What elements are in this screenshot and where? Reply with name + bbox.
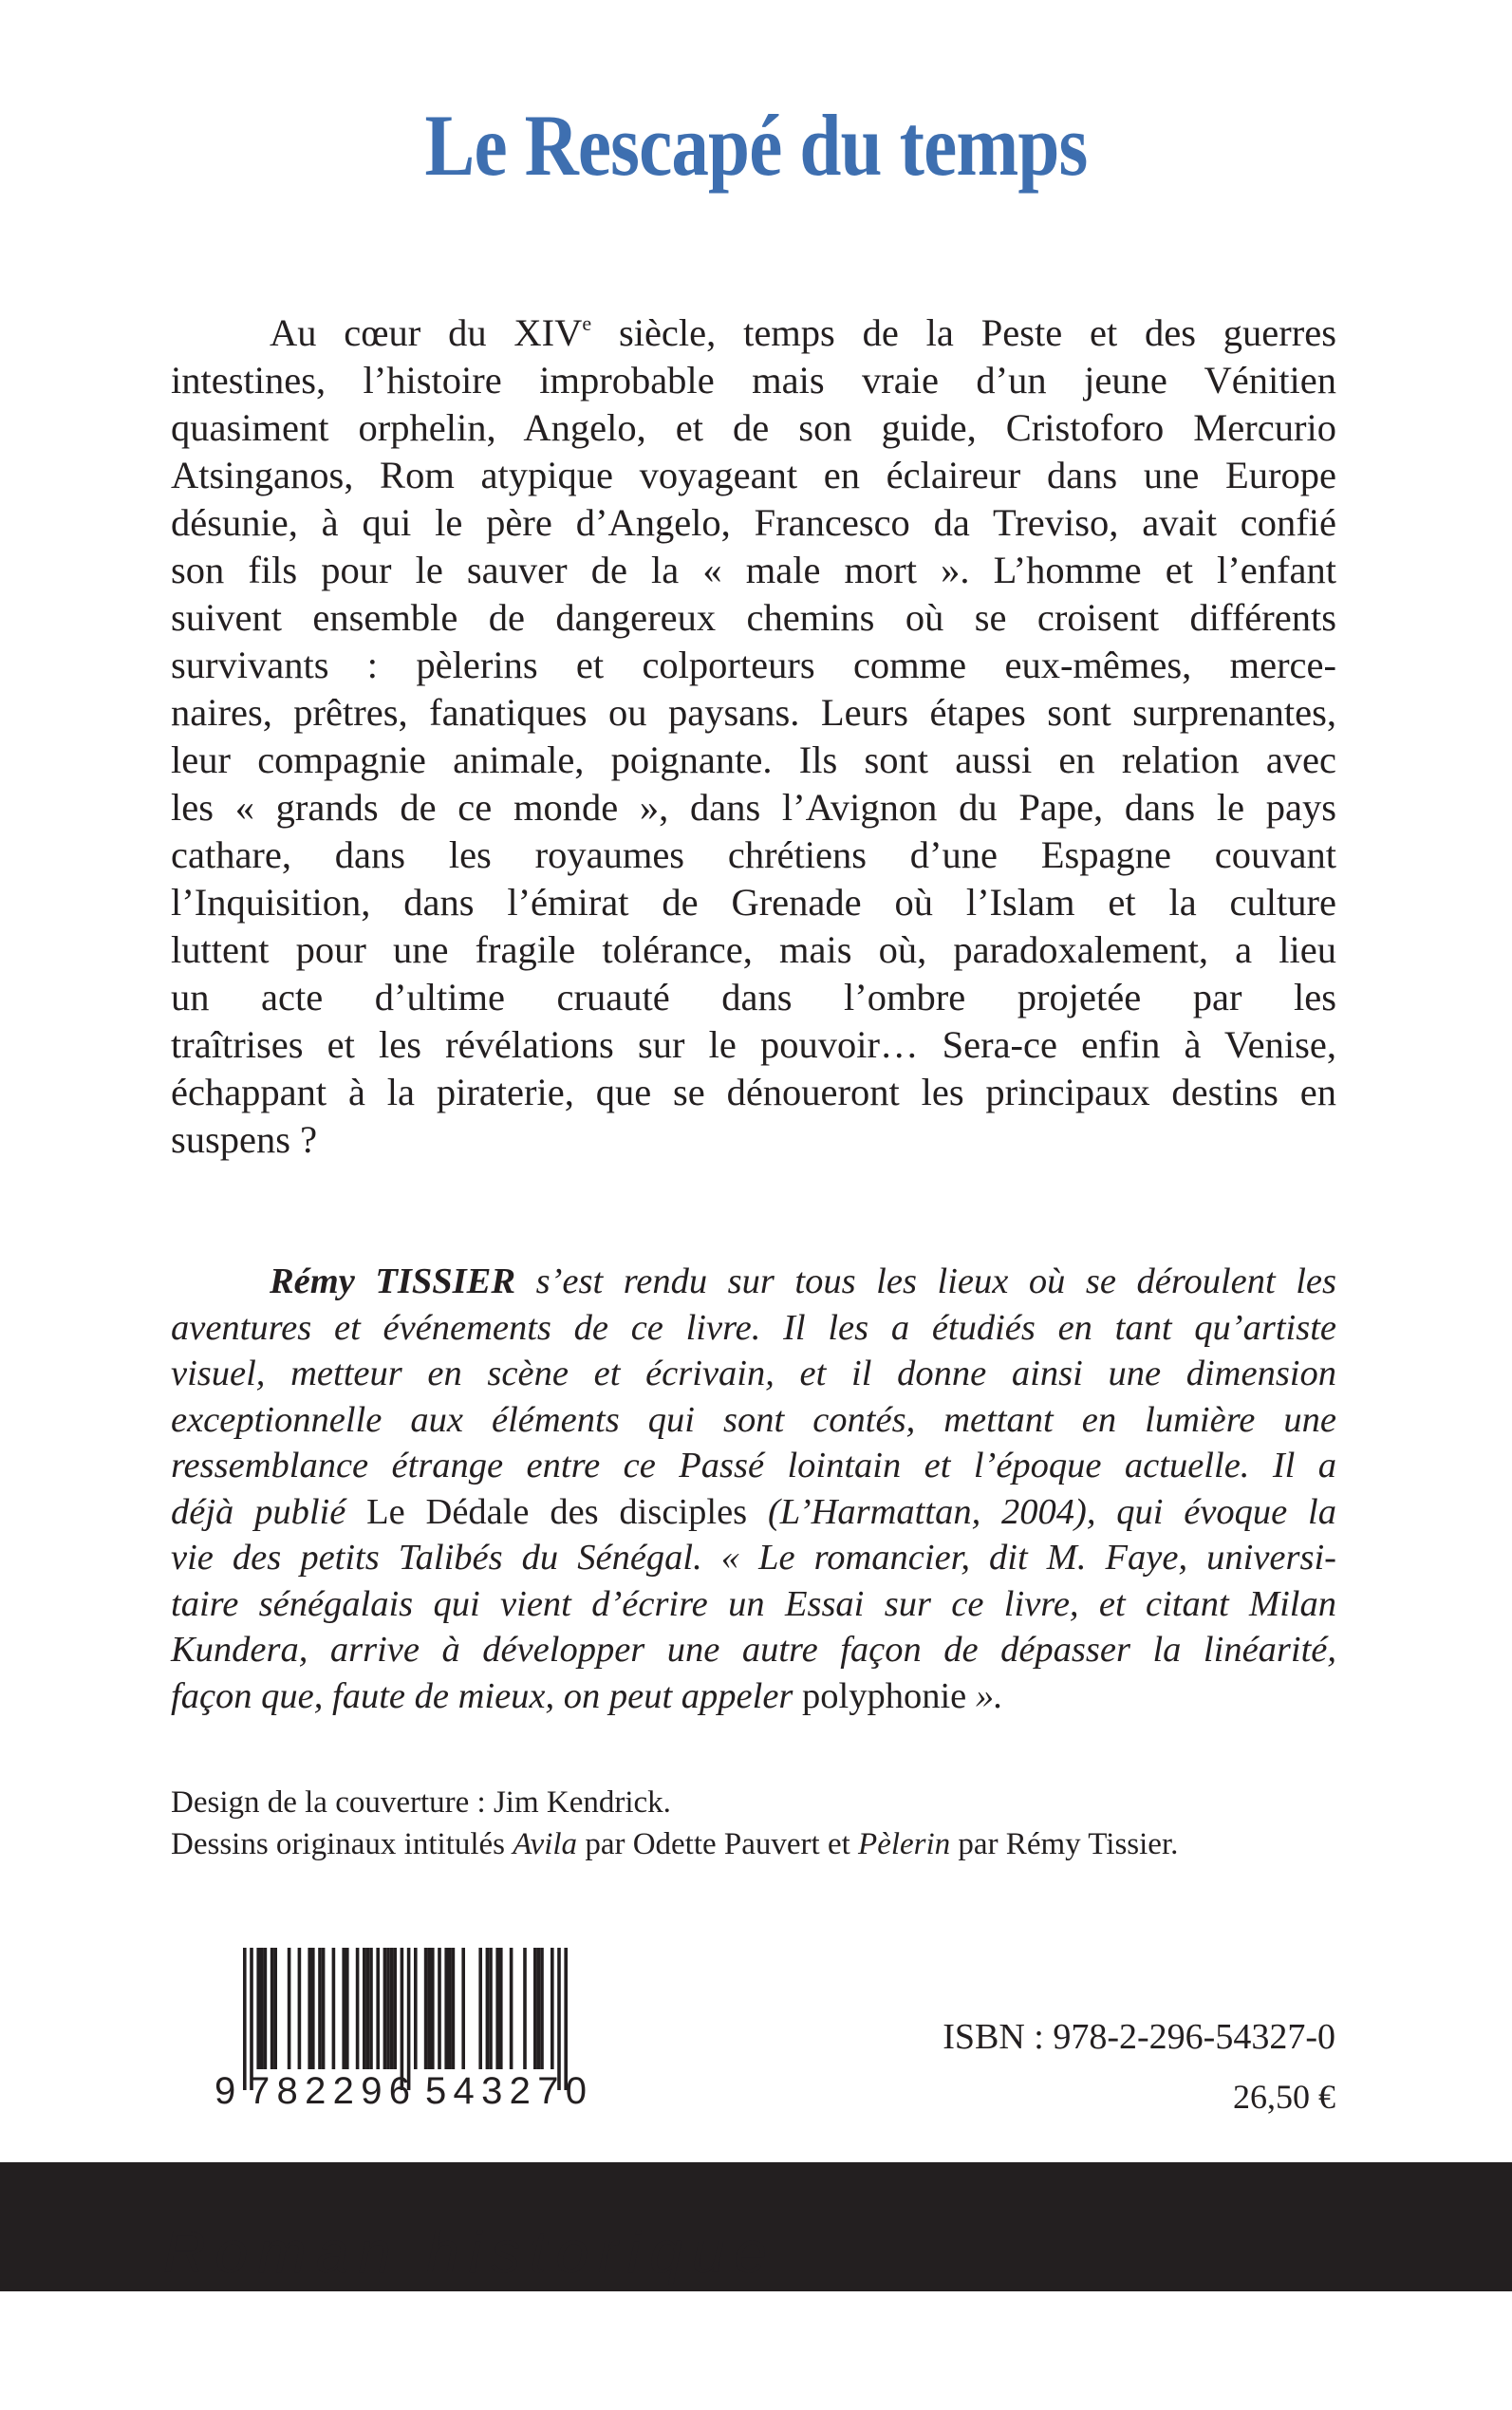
barcode-bar — [386, 1948, 390, 2069]
book-title: Le Rescapé du temps — [424, 97, 1088, 194]
synopsis-line: échappant à la piraterie, que se dénoueront les principaux destins en — [171, 1071, 1336, 1113]
author-line: taire sénégalais qui vient d’écrire un Essai sur ce livre, et citant Milan — [171, 1583, 1336, 1624]
barcode-bar — [376, 1948, 380, 2069]
barcode-bar — [298, 1948, 302, 2069]
barcode-bar — [288, 1948, 291, 2069]
barcode-bar — [438, 1948, 441, 2069]
genre-label: Roman historique — [163, 2220, 776, 2286]
barcode-bar — [414, 1948, 418, 2069]
superscript: e — [582, 311, 592, 335]
author-line: exceptionnelle aux éléments qui sont contés, mettant en lumière une — [171, 1399, 1336, 1440]
synopsis-line: suspens ? — [171, 1118, 318, 1161]
barcode-bar — [318, 1948, 322, 2069]
barcode-bar — [540, 1948, 544, 2069]
barcode-digit-first: 9 — [215, 2070, 236, 2109]
synopsis-line: traîtrises et les révélations sur le pouvoir… Sera-ce enfin à Venise, — [171, 1023, 1336, 1066]
synopsis-line: suivent ensemble de dangereux chemins où se croisent différents — [171, 596, 1336, 639]
barcode-bar — [332, 1948, 336, 2069]
synopsis-line: luttent pour une fragile tolérance, mais où, paradoxalement, a lieu — [171, 928, 1336, 971]
credits — [171, 1782, 1367, 1865]
drawings-credit: Dessins originaux intitulés Avila par Odette Pauvert et Pèlerin par Rémy Tissier. — [171, 1827, 1179, 1861]
author-line: Rémy TISSIER s’est rendu sur tous les lieux où se déroulent les — [270, 1261, 1337, 1301]
author-line: vie des petits Talibés du Sénégal. « Le romancier, dit M. Faye, universi- — [171, 1538, 1336, 1578]
barcode-bar — [342, 1948, 345, 2069]
barcode-guard-bar — [401, 1948, 404, 2090]
barcode-bar — [489, 1948, 493, 2069]
barcode-bar — [431, 1948, 435, 2069]
barcode-bar — [308, 1948, 311, 2069]
synopsis-line: leur compagnie animale, poignante. Ils sont aussi en relation avec — [171, 738, 1336, 781]
cover-design-credit: Design de la couverture : Jim Kendrick. — [171, 1785, 671, 1820]
barcode-bar — [523, 1948, 527, 2069]
barcode-bar — [322, 1948, 326, 2069]
synopsis-line: intestines, l’histoire improbable mais vraie d’un jeune Vénitien — [171, 359, 1336, 402]
author-line: déjà publié Le Dédale des disciples (L’Harmattan, 2004), qui évoque la — [171, 1491, 1336, 1532]
barcode-bar — [393, 1948, 397, 2069]
synopsis-line: naires, prêtres, fanatiques ou paysans. Leurs étapes sont surprenantes, — [171, 691, 1336, 734]
barcode-bar — [366, 1948, 370, 2069]
barcode-bar — [452, 1948, 456, 2069]
barcode-bar — [533, 1948, 537, 2069]
isbn: ISBN : 978-2-296-54327-0 — [943, 2017, 1335, 2057]
barcode-guard-bar — [250, 1948, 253, 2090]
synopsis-line: cathare, dans les royaumes chrétiens d’une Espagne couvant — [171, 833, 1336, 876]
barcode-bar — [444, 1948, 448, 2069]
barcode-bar — [510, 1948, 513, 2069]
synopsis-line: l’Inquisition, dans l’émirat de Grenade où l’Islam et la culture — [171, 881, 1336, 924]
barcode-bar — [499, 1948, 503, 2069]
barcode — [211, 1948, 598, 2109]
author-line: aventures et événements de ce livre. Il les a étudiés en tant qu’artiste — [171, 1307, 1336, 1348]
barcode-bar — [356, 1948, 360, 2069]
synopsis-line: les « grands de ce monde », dans l’Avignon du Pape, dans le pays — [171, 786, 1336, 829]
barcode-bar — [537, 1948, 541, 2069]
barcode-bar — [256, 1948, 260, 2069]
polyphonie-word: polyphonie — [802, 1675, 967, 1716]
barcode-bar — [390, 1948, 394, 2069]
barcode-guard-bar — [564, 1948, 568, 2090]
price: 26,50 € — [1233, 2078, 1335, 2116]
barcode-bar — [551, 1948, 554, 2069]
barcode-bar — [495, 1948, 499, 2069]
barcode-bar — [271, 1948, 274, 2069]
barcode-bar — [427, 1948, 431, 2069]
barcode-guard-bar — [557, 1948, 561, 2090]
synopsis-line: quasiment orphelin, Angelo, et de son guide, Cristoforo Mercurio — [171, 406, 1336, 449]
author-line: ressemblance étrange entre ce Passé lointain et l’époque actuelle. Il a — [171, 1446, 1336, 1485]
synopsis-line: désunie, à qui le père d’Angelo, Francesco da Treviso, avait confié — [171, 501, 1336, 544]
barcode-bar — [486, 1948, 490, 2069]
barcode-bar — [424, 1948, 428, 2069]
book-reference: Le Dédale des disciples — [366, 1491, 748, 1532]
author-bio — [171, 1259, 1336, 1719]
synopsis-line: Atsinganos, Rom atypique voyageant en éclaireur dans une Europe — [171, 454, 1336, 496]
synopsis-line: Au cœur du XIVe siècle, temps de la Peste et des guerres — [270, 311, 1336, 354]
barcode-digits-left: 782296 — [249, 2070, 410, 2109]
author-line: façon que, faute de mieux, on peut appeler polyphonie ». — [171, 1675, 1003, 1716]
barcode-guard-bar — [243, 1948, 247, 2090]
barcode-bar — [461, 1948, 465, 2069]
barcode-bar — [345, 1948, 349, 2069]
barcode-bar — [273, 1948, 277, 2069]
synopsis-line: son fils pour le sauver de la « male mort ». L’homme et l’enfant — [171, 549, 1336, 591]
barcode-guard-bar — [407, 1948, 411, 2090]
barcode-digits-right: 543270 — [425, 2070, 587, 2109]
synopsis-line: survivants : pèlerins et colporteurs comme eux-mêmes, merce- — [171, 644, 1336, 686]
barcode-bar — [369, 1948, 373, 2069]
barcode-bar — [383, 1948, 387, 2069]
barcode-bar — [363, 1948, 366, 2069]
barcode-bar — [260, 1948, 264, 2069]
synopsis-line: un acte d’ultime cruauté dans l’ombre projetée par les — [171, 976, 1336, 1018]
barcode-bar — [478, 1948, 482, 2069]
author-line: visuel, metteur en scène et écrivain, et il donne ainsi une dimension — [171, 1354, 1336, 1393]
synopsis — [171, 309, 1336, 1164]
barcode-bar — [264, 1948, 268, 2069]
barcode-bar — [448, 1948, 452, 2069]
author-name: Rémy TISSIER — [270, 1261, 516, 1301]
barcode-bar — [311, 1948, 315, 2069]
author-line: Kundera, arrive à développer une autre façon de dépasser la linéarité, — [171, 1630, 1336, 1670]
